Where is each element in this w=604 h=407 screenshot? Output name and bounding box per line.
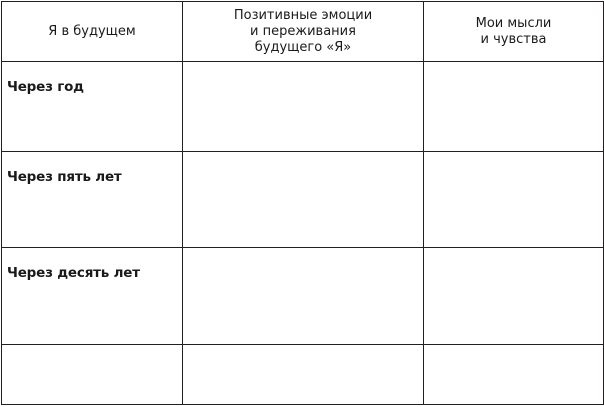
row-label-cell[interactable]	[2, 345, 183, 405]
header-row	[2, 2, 604, 62]
table-row	[2, 345, 604, 405]
emotions-cell[interactable]	[183, 62, 424, 152]
header-text: Я в будущем	[48, 23, 136, 39]
row-label: Через пять лет	[7, 169, 122, 185]
thoughts-cell[interactable]	[424, 248, 604, 345]
thoughts-cell[interactable]	[424, 62, 604, 152]
header-line: и переживания	[250, 23, 356, 39]
thoughts-cell[interactable]	[424, 345, 604, 405]
thoughts-cell[interactable]	[424, 152, 604, 248]
row-label-cell	[2, 62, 183, 152]
row-label: Через год	[7, 79, 84, 95]
table-row	[2, 152, 604, 248]
emotions-cell[interactable]	[183, 152, 424, 248]
header-future-self	[2, 2, 183, 62]
header-line: будущего «Я»	[254, 39, 352, 55]
future-self-table	[1, 1, 604, 405]
row-label: Через десять лет	[7, 265, 140, 281]
emotions-cell[interactable]	[183, 248, 424, 345]
row-label	[2, 345, 182, 362]
row-label-cell	[2, 248, 183, 345]
table-row	[2, 248, 604, 345]
header-line: Позитивные эмоции	[233, 7, 373, 23]
header-line: и чувства	[480, 31, 547, 47]
table-row	[2, 62, 604, 152]
header-thoughts-feelings	[424, 2, 604, 62]
emotions-cell[interactable]	[183, 345, 424, 405]
header-line: Мои мысли	[475, 15, 552, 31]
row-label-cell	[2, 152, 183, 248]
header-positive-emotions	[183, 2, 424, 62]
